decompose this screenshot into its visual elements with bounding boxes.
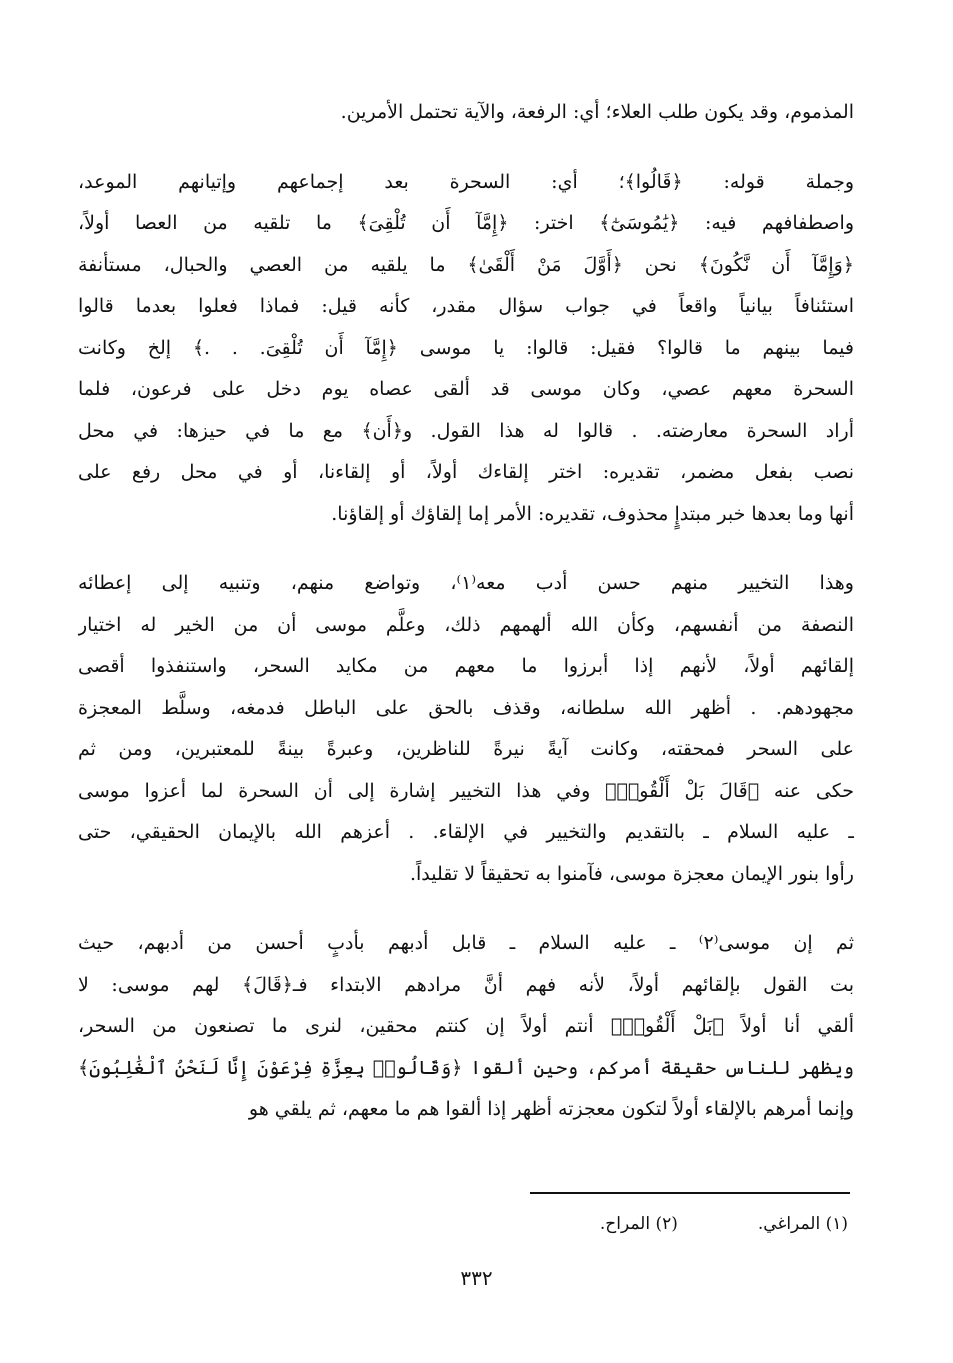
text-line: ﴿وَإِمَّآ أَن نَّكُونَ﴾ نحن ﴿أَوَّلَ مَنْ أَلْقَىٰ﴾ ما يلقيه من العصي والحبال، مستأنفة xyxy=(78,253,854,276)
text-line: فيما بينهم ما قالوا؟ فقيل: قالوا: يا موسى ﴿إِمَّآ أَن تُلْقِىَ. . .﴾ إلخ وكانت xyxy=(78,336,854,359)
text-line: أنها وما بعدها خبر مبتدإٍ محذوف، تقديره: الأمر إما إلقاؤك أو إلقاؤنا. xyxy=(331,502,854,525)
paragraph xyxy=(78,162,854,536)
text-line: ـ عليه السلام ـ بالتقديم والتخيير في الإلقاء. . أعزهم الله بالإيمان الحقيقي، حتى xyxy=(78,821,854,843)
text-line: ثم إن موسى⁽٢⁾ ـ عليه السلام ـ قابل أدبهم بأدبٍ أحسن من أدبهم، حيث xyxy=(78,932,854,954)
text-line: المذموم، وقد يكون طلب العلاء؛ أي: الرفعة، والآية تحتمل الأمرين. xyxy=(340,101,854,123)
paragraph xyxy=(78,923,854,1131)
footnote-1: (١) المراغي. xyxy=(757,1214,848,1234)
text-line: حكى عنه ﴿قَالَ بَلْ أَلْقُوا۟﴾ وفي هذا التخيير إشارة إلى أن السحرة لما أعزوا موسى xyxy=(78,779,854,802)
text-line: على السحر فمحقته، وكانت آيةً نيرةً للناظرين، وعبرةً بينةً للمعتبرين، ومن ثم xyxy=(78,738,854,760)
text-line: وهذا التخيير منهم حسن أدب معه⁽١⁾، وتواضع منهم، وتنبيه إلى إعطائه xyxy=(78,572,854,594)
footnote-divider xyxy=(530,1192,850,1194)
text-line: أراد السحرة معارضته. . قالوا له هذا القول. و﴿أَن﴾ مع ما في حيزها: في محل xyxy=(78,419,854,442)
text-line: ألقي أنا أولاً ﴿بَلْ أَلْقُوا۟﴾ أنتم أولاً إن كنتم محقين، لنرى ما تصنعون من السحر، xyxy=(78,1015,854,1037)
text-line: بت القول بإلقائهم أولاً، لأنه فهم أنَّ مرادهم الابتداء فـ﴿قَالَ﴾ لهم موسى: لا xyxy=(78,973,854,996)
text-line: وإنما أمرهم بالإلقاء أولاً لتكون معجزته أظهر إذا ألقوا هم ما معهم، ثم يلقي هو xyxy=(248,1098,854,1120)
text-line: وجملة قوله: ﴿قَالُوا﴾؛ أي: السحرة بعد إجماعهم وإتيانهم الموعد، xyxy=(78,170,854,193)
text-line: ويظهر للناس حقيقة أمركم، وحين ألقوا ﴿وَقَالُوا۟ بِعِزَّةِ فِرْعَوْنَ إِنَّا لَنَحْنُ ٱلْغَٰلِبُونَ﴾ xyxy=(78,1056,854,1079)
text-line: واصطفافهم فيه: ﴿يَٰمُوسَىٰٓ﴾ اختر: ﴿إِمَّآ أَن تُلْقِىَ﴾ ما تلقيه من العصا أولاً، xyxy=(78,212,854,234)
text-line: السحرة معهم عصي، وكان موسى قد ألقى عصاه يوم دخل على فرعون، فلما xyxy=(78,378,854,400)
footnote-2: (٢) المراح. xyxy=(599,1214,678,1234)
footnotes xyxy=(300,1208,848,1240)
text-line: النصفة من أنفسهم، وكأن الله ألهمهم ذلك، وعلَّم موسى أن من الخير له اختيار xyxy=(78,613,854,636)
text-line: استئنافاً بيانياً واقعاً في جواب سؤال مقدر، كأنه قيل: فماذا فعلوا بعدما قالوا xyxy=(78,295,854,317)
paragraph xyxy=(78,563,854,895)
paragraph xyxy=(78,92,854,134)
text-line: مجهودهم. . أظهر الله سلطانه، وقذف بالحق على الباطل فدمغه، وسلَّط المعجزة xyxy=(78,696,854,719)
page-number: ٣٣٢ xyxy=(460,1266,493,1290)
text-line: نصب بفعل مضمر، تقديره: اختر إلقاءك أولاً، أو إلقاءنا، أو في محل رفع على xyxy=(78,461,854,483)
page-body xyxy=(78,92,854,1159)
text-line: رأوا بنور الإيمان معجزة موسى، فآمنوا به تحقيقاً لا تقليداً. xyxy=(409,862,854,885)
text-line: إلقائهم أولاً، لأنهم إذا أبرزوا ما معهم من مكايد السحر، واستنفذوا أقصى xyxy=(78,655,854,677)
